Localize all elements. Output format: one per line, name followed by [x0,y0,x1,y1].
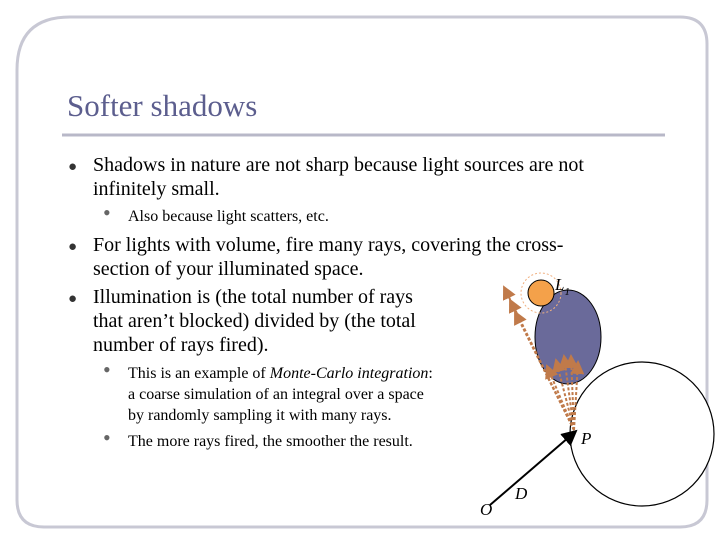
bullet-1-line-2: infinitely small. [93,178,220,200]
slide-title: Softer shadows [67,88,258,123]
bullet-1-line-1: Shadows in nature are not sharp because light sources are not [93,154,584,176]
light-label: $L_1$ [555,275,570,298]
sub-bullet-marker: • [103,357,111,382]
sub-bullet-3: The more rays fired, the smoother the result. [128,433,413,450]
bullet-3-line-1: Illumination is (the total number of rays [93,286,413,308]
receiving-sphere [570,362,714,506]
bullet-3-line-2: that aren’t blocked) divided by (the total [93,310,416,332]
bullet-marker: ● [68,159,78,175]
eye-ray [490,431,576,505]
bullet-marker: ● [68,239,78,255]
sub-bullet-2-suffix: : [428,365,433,382]
bullet-marker: ● [68,291,78,307]
point-label: P [581,429,592,448]
sub-bullet-marker: • [103,425,111,450]
sub-bullet-2-prefix: This is an example of [128,365,270,382]
bullet-2-line-1: For lights with volume, fire many rays, covering the cross- [93,234,564,256]
bullet-2-line-2: section of your illuminated space. [93,258,364,280]
sub-bullet-marker: • [103,200,111,225]
sub-bullet-2-line-3: by randomly sampling it with many rays. [128,407,392,424]
bullet-3-line-3: number of rays fired). [93,334,269,356]
sub-bullet-2-emphasis: Monte-Carlo integration [269,365,429,382]
direction-label: D [515,484,528,503]
area-light [528,280,554,306]
sub-bullet-1: Also because light scatters, etc. [128,208,329,225]
sub-bullet-2-line-2: a coarse simulation of an integral over a space [128,386,424,403]
origin-label: O [480,500,493,519]
